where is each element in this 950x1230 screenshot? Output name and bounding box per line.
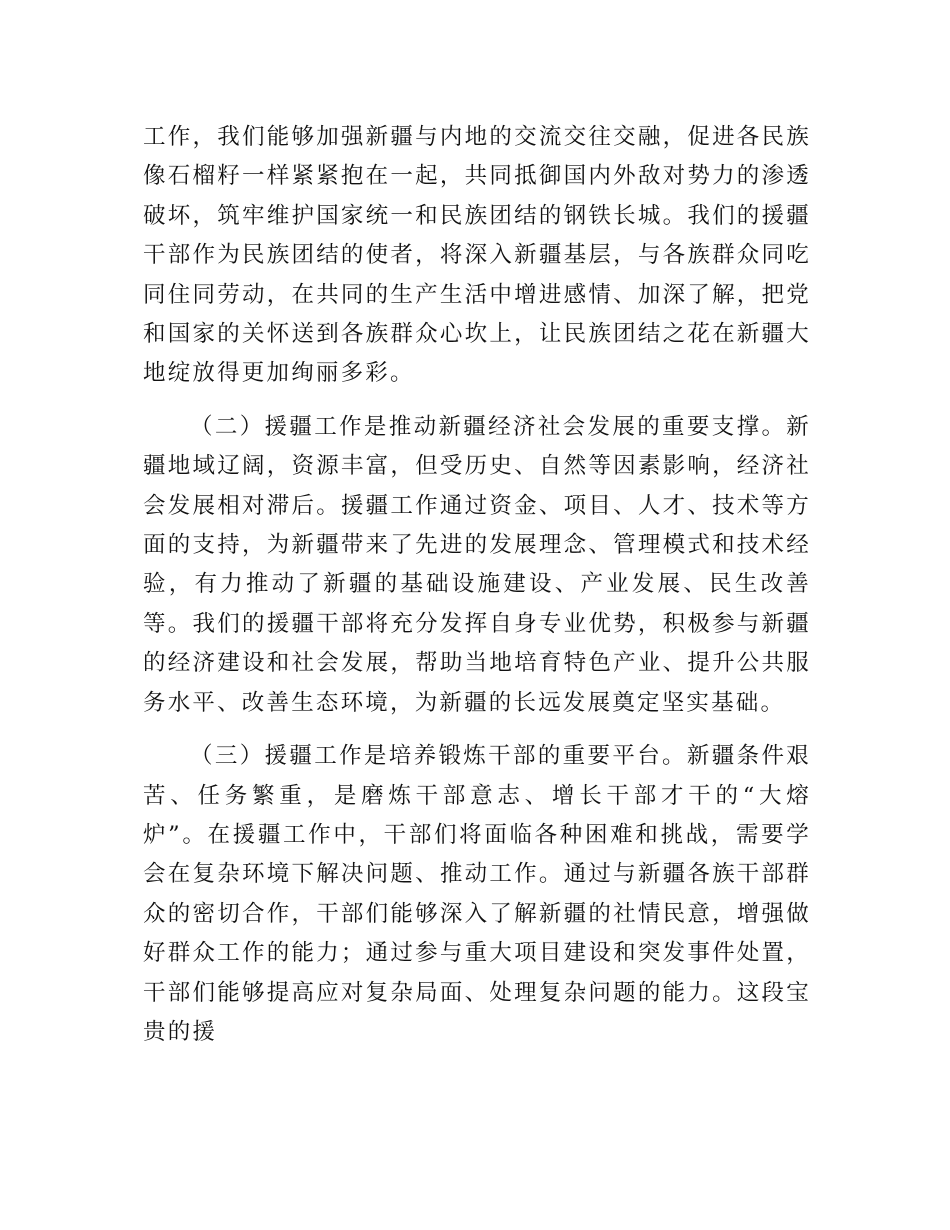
document-page	[143, 118, 811, 1052]
paragraph-continuation: 工作，我们能够加强新疆与内地的交流交往交融，促进各民族像石榴籽一样紧紧抱在一起，共同抵御国内外敌对势力的渗透破坏，筑牢维护国家统一和民族团结的钢铁长城。我们的援疆干部作为民族团结的使者，将深入新疆基层，与各族群众同吃同住同劳动，在共同的生产生活中增进感情、加深了解，把党和国家的关怀送到各族群众心坎上，让民族团结之花在新疆大地绽放得更加绚丽多彩。	[143, 124, 811, 387]
paragraph-section-two: （二）援疆工作是推动新疆经济社会发展的重要支撑。新疆地域辽阔，资源丰富，但受历史、自然等因素影响，经济社会发展相对滞后。援疆工作通过资金、项目、人才、技术等方面的支持，为新疆带来了先进的发展理念、管理模式和技术经验，有力推动了新疆的基础设施建设、产业发展、民生改善等。我们的援疆干部将充分发挥自身专业优势，积极参与新疆的经济建设和社会发展，帮助当地培育特色产业、提升公共服务水平、改善生态环境，为新疆的长远发展奠定坚实基础。	[143, 413, 811, 716]
paragraph-section-three: （三）援疆工作是培养锻炼干部的重要平台。新疆条件艰苦、任务繁重，是磨炼干部意志、增长干部才干的“大熔炉”。在援疆工作中，干部们将面临各种困难和挑战，需要学会在复杂环境下解决问题、推动工作。通过与新疆各族干部群众的密切合作，干部们能够深入了解新疆的社情民意，增强做好群众工作的能力；通过参与重大项目建设和突发事件处置，干部们能够提高应对复杂局面、处理复杂问题的能力。这段宝贵的援	[143, 743, 811, 1045]
